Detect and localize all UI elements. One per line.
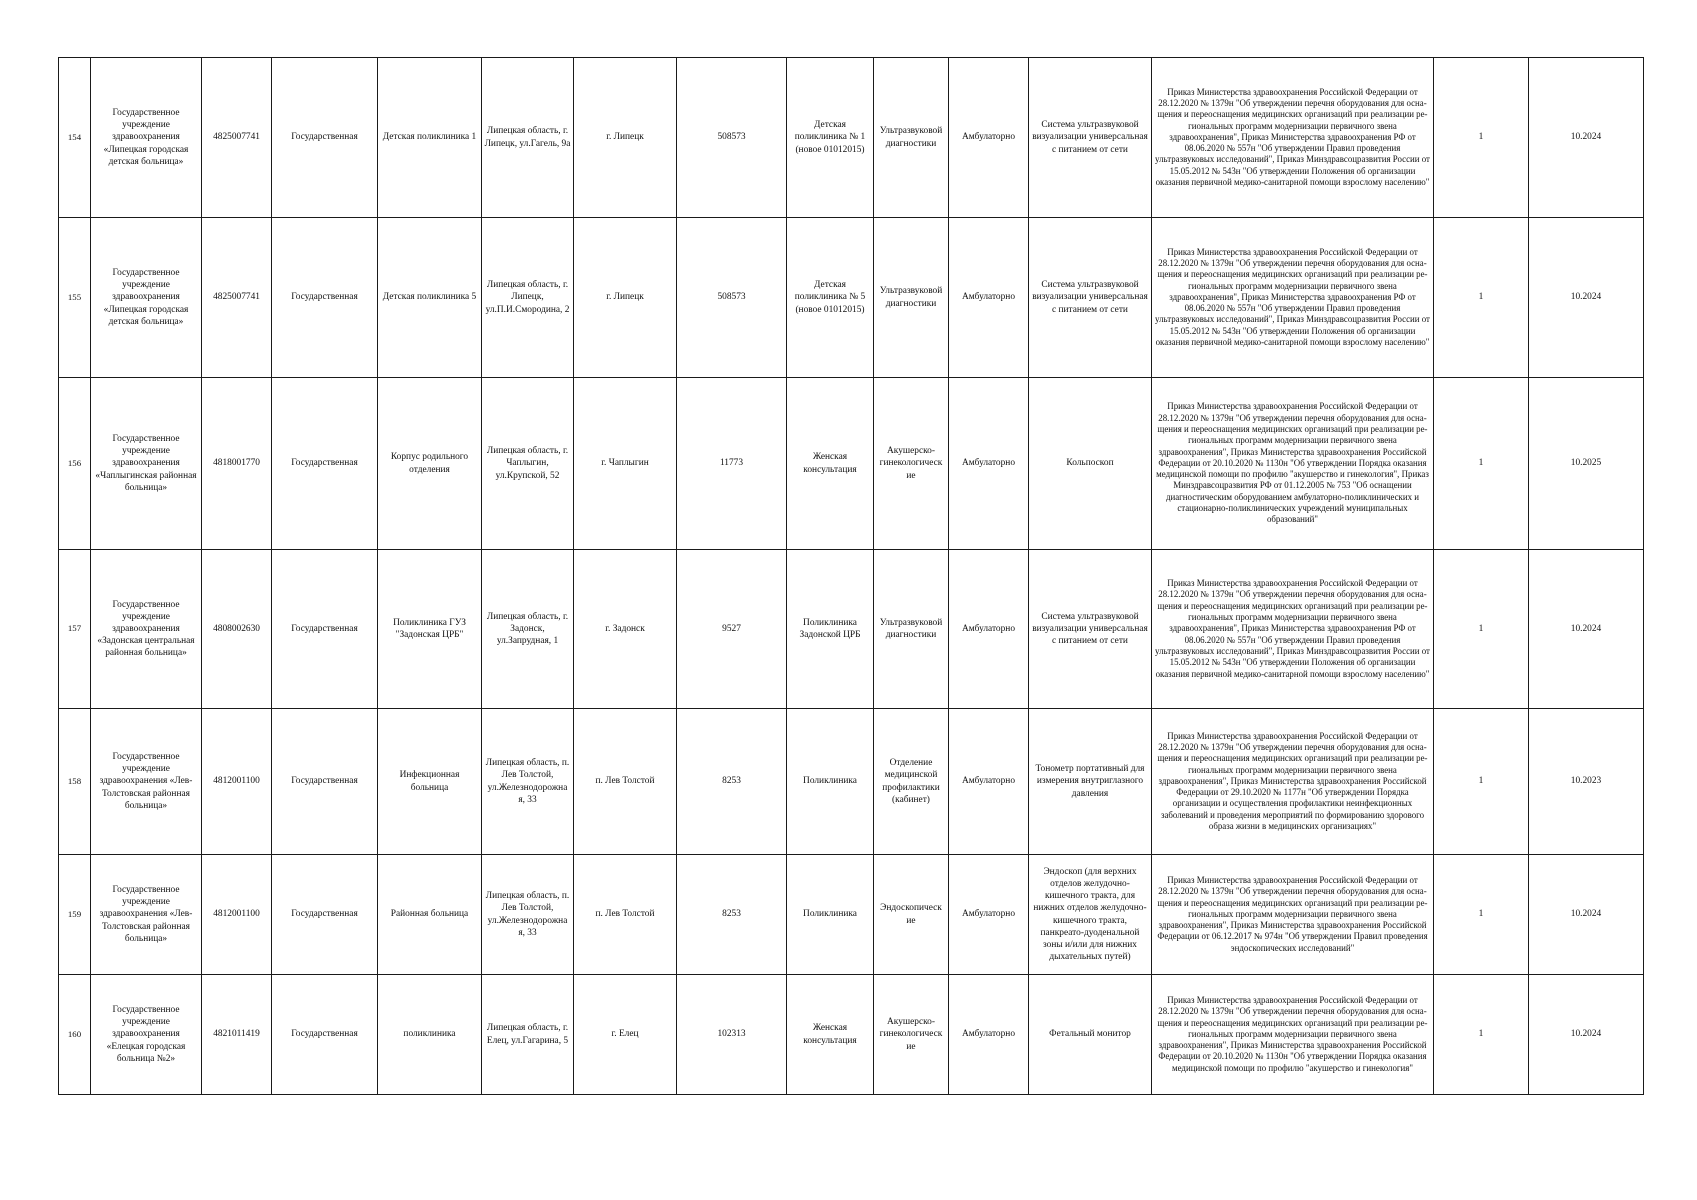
building-cell: Детская поликлиника 5 [378,218,482,378]
inn-cell: 4808002630 [202,550,272,709]
row-number: 160 [59,975,91,1095]
institution-name: Государственное учреждение здравоохранения «Чаплыгинская районная больница» [91,378,202,550]
document-page [58,57,1643,1095]
table-row [59,975,1644,1095]
equipment-table [58,57,1644,1095]
department-cell: Акушерско-гинекологическ ие [874,378,949,550]
table-row [59,550,1644,709]
building-cell: Корпус родильного отделения [378,378,482,550]
care-form-cell: Амбулаторно [949,855,1029,975]
quantity-cell: 1 [1434,550,1529,709]
legal-basis-cell: Приказ Министерства здравоохранения Российской Федерации от 28.12.2020 № 1379н "Об утверждении перечня оборудования для осна-щения и переоснащения медицинских организаций при реализации ре-гиональных программ модернизации первичного звена здравоохранения", Приказ Министерства здравоохранения РФ от 08.06.2020 № 557н "Об утверждении Правил проведения ультразвуковых исследований", Приказ Минздравсоцразвития России от 15.05.2012 № 543н "Об утверждении Положения об организации оказания первичной медико-санитарной помощи взрослому населению" [1152,218,1434,378]
inn-cell: 4812001100 [202,709,272,855]
address-cell: Липецкая область, г. Чаплыгин, ул.Крупской, 52 [482,378,574,550]
locality-cell: г. Задонск [574,550,677,709]
population-cell: 11773 [677,378,787,550]
table-row [59,855,1644,975]
care-form-cell: Амбулаторно [949,550,1029,709]
row-number: 157 [59,550,91,709]
date-cell: 10.2024 [1529,218,1644,378]
equipment-cell: Система ультразвуковой визуализации универсальная с питанием от сети [1029,550,1152,709]
inn-cell: 4812001100 [202,855,272,975]
table-row [59,709,1644,855]
ownership-cell: Государственная [272,58,378,218]
address-cell: Липецкая область, п. Лев Толстой, ул.Железнодорожна я, 33 [482,709,574,855]
legal-basis-cell: Приказ Министерства здравоохранения Российской Федерации от 28.12.2020 № 1379н "Об утверждении перечня оборудования для осна-щения и переоснащения медицинских организаций при реализации ре-гиональных программ модернизации первичного звена здравоохранения", Приказ Министерства здравоохранения Российской Федерации от 20.10.2020 № 1130н "Об утверждении Порядка оказания медицинской помощи по профилю "акушерство и гинекология" [1152,975,1434,1095]
locality-cell: г. Липецк [574,218,677,378]
row-number: 156 [59,378,91,550]
ownership-cell: Государственная [272,378,378,550]
institution-name: Государственное учреждение здравоохранения «Липецкая городская детская больница» [91,218,202,378]
quantity-cell: 1 [1434,58,1529,218]
subdivision-cell: Поликлиника [787,709,874,855]
subdivision-cell: Детская поликлиника № 1 (новое 01012015) [787,58,874,218]
row-number: 154 [59,58,91,218]
equipment-cell: Система ультразвуковой визуализации универсальная с питанием от сети [1029,218,1152,378]
address-cell: Липецкая область, г. Елец, ул.Гагарина, 5 [482,975,574,1095]
row-number: 158 [59,709,91,855]
ownership-cell: Государственная [272,855,378,975]
care-form-cell: Амбулаторно [949,975,1029,1095]
population-cell: 8253 [677,709,787,855]
ownership-cell: Государственная [272,975,378,1095]
care-form-cell: Амбулаторно [949,378,1029,550]
quantity-cell: 1 [1434,218,1529,378]
row-number: 155 [59,218,91,378]
locality-cell: п. Лев Толстой [574,855,677,975]
locality-cell: п. Лев Толстой [574,709,677,855]
care-form-cell: Амбулаторно [949,709,1029,855]
quantity-cell: 1 [1434,975,1529,1095]
institution-name: Государственное учреждение здравоохранения «Задонская центральная районная больница» [91,550,202,709]
date-cell: 10.2024 [1529,975,1644,1095]
ownership-cell: Государственная [272,218,378,378]
locality-cell: г. Чаплыгин [574,378,677,550]
department-cell: Эндоскопическ ие [874,855,949,975]
table-row [59,58,1644,218]
institution-name: Государственное учреждение здравоохранения «Елецкая городская больница №2» [91,975,202,1095]
subdivision-cell: Женская консультация [787,975,874,1095]
population-cell: 9527 [677,550,787,709]
institution-name: Государственное учреждение здравоохранения «Липецкая городская детская больница» [91,58,202,218]
department-cell: Акушерско-гинекологическ ие [874,975,949,1095]
department-cell: Ультразвуковой диагностики [874,550,949,709]
date-cell: 10.2024 [1529,855,1644,975]
quantity-cell: 1 [1434,378,1529,550]
quantity-cell: 1 [1434,855,1529,975]
population-cell: 102313 [677,975,787,1095]
legal-basis-cell: Приказ Министерства здравоохранения Российской Федерации от 28.12.2020 № 1379н "Об утверждении перечня оборудования для осна-щения и переоснащения медицинских организаций при реализации ре-гиональных программ модернизации первичного звена здравоохранения", Приказ Министерства здравоохранения РФ от 08.06.2020 № 557н "Об утверждении Правил проведения ультразвуковых исследований", Приказ Минздравсоцразвития России от 15.05.2012 № 543н "Об утверждении Положения об организации оказания первичной медико-санитарной помощи взрослому населению" [1152,550,1434,709]
equipment-cell: Фетальный монитор [1029,975,1152,1095]
population-cell: 8253 [677,855,787,975]
institution-name: Государственное учреждение здравоохранения «Лев-Толстовская районная больница» [91,709,202,855]
care-form-cell: Амбулаторно [949,218,1029,378]
locality-cell: г. Липецк [574,58,677,218]
legal-basis-cell: Приказ Министерства здравоохранения Российской Федерации от 28.12.2020 № 1379н "Об утверждении перечня оборудования для осна-щения и переоснащения медицинских организаций при реализации ре-гиональных программ модернизации первичного звена здравоохранения", Приказ Министерства здравоохранения Российской Федерации от 20.10.2020 № 1130н "Об утверждении Порядка оказания медицинской помощи по профилю "акушерство и гинекология", Приказ Минздравсоцразвития РФ от 01.12.2005 № 753 "Об оснащении диагностическим оборудованием амбулаторно-поликлинических и стационарно-поликлинических учреждений муниципальных образований" [1152,378,1434,550]
department-cell: Ультразвуковой диагностики [874,218,949,378]
subdivision-cell: Женская консультация [787,378,874,550]
address-cell: Липецкая область, г. Задонск, ул.Запрудная, 1 [482,550,574,709]
table-row [59,218,1644,378]
building-cell: поликлиника [378,975,482,1095]
row-number: 159 [59,855,91,975]
subdivision-cell: Поликлиника Задонской ЦРБ [787,550,874,709]
date-cell: 10.2024 [1529,550,1644,709]
date-cell: 10.2023 [1529,709,1644,855]
population-cell: 508573 [677,58,787,218]
institution-name: Государственное учреждение здравоохранения «Лев-Толстовская районная больница» [91,855,202,975]
locality-cell: г. Елец [574,975,677,1095]
address-cell: Липецкая область, г. Липецк, ул.П.И.Смородина, 2 [482,218,574,378]
subdivision-cell: Детская поликлиника № 5 (новое 01012015) [787,218,874,378]
building-cell: Детская поликлиника 1 [378,58,482,218]
legal-basis-cell: Приказ Министерства здравоохранения Российской Федерации от 28.12.2020 № 1379н "Об утверждении перечня оборудования для осна-щения и переоснащения медицинских организаций при реализации ре-гиональных программ модернизации первичного звена здравоохранения", Приказ Министерства здравоохранения РФ от 08.06.2020 № 557н "Об утверждении Правил проведения ультразвуковых исследований", Приказ Минздравсоцразвития России от 15.05.2012 № 543н "Об утверждении Положения об организации оказания первичной медико-санитарной помощи взрослому населению" [1152,58,1434,218]
inn-cell: 4825007741 [202,58,272,218]
address-cell: Липецкая область, п. Лев Толстой, ул.Железнодорожна я, 33 [482,855,574,975]
population-cell: 508573 [677,218,787,378]
legal-basis-cell: Приказ Министерства здравоохранения Российской Федерации от 28.12.2020 № 1379н "Об утверждении перечня оборудования для осна-щения и переоснащения медицинских организаций при реализации ре-гиональных программ модернизации первичного звена здравоохранения", Приказ Министерства здравоохранения Российской Федерации от 06.12.2017 № 974н "Об утверждении Правил проведения эндоскопических исследований" [1152,855,1434,975]
department-cell: Отделение медицинской профилактики (кабинет) [874,709,949,855]
inn-cell: 4821011419 [202,975,272,1095]
department-cell: Ультразвуковой диагностики [874,58,949,218]
ownership-cell: Государственная [272,709,378,855]
equipment-cell: Кольпоскоп [1029,378,1152,550]
building-cell: Поликлиника ГУЗ "Задонская ЦРБ" [378,550,482,709]
equipment-cell: Тонометр портативный для измерения внутриглазного давления [1029,709,1152,855]
date-cell: 10.2025 [1529,378,1644,550]
quantity-cell: 1 [1434,709,1529,855]
equipment-cell: Система ультразвуковой визуализации универсальная с питанием от сети [1029,58,1152,218]
inn-cell: 4825007741 [202,218,272,378]
table-row [59,378,1644,550]
building-cell: Инфекционная больница [378,709,482,855]
subdivision-cell: Поликлиника [787,855,874,975]
equipment-cell: Эндоскоп (для верхних отделов желудочно-кишечного тракта, для нижних отделов желудочно-кишечного тракта, панкреато-дуоденальной зоны и/или для нижних дыхательных путей) [1029,855,1152,975]
inn-cell: 4818001770 [202,378,272,550]
building-cell: Районная больница [378,855,482,975]
table-body [59,58,1644,1095]
legal-basis-cell: Приказ Министерства здравоохранения Российской Федерации от 28.12.2020 № 1379н "Об утверждении перечня оборудования для осна-щения и переоснащения медицинских организаций при реализации ре-гиональных программ модернизации первичного звена здравоохранения", Приказ Министерства здравоохранения Российской Федерации от 29.10.2020 № 1177н "Об утверждении Порядка организации и осуществления профилактики неинфекционных заболеваний и проведения мероприятий по формированию здорового образа жизни в медицинских организациях" [1152,709,1434,855]
ownership-cell: Государственная [272,550,378,709]
address-cell: Липецкая область, г. Липецк, ул.Гагель, 9а [482,58,574,218]
care-form-cell: Амбулаторно [949,58,1029,218]
date-cell: 10.2024 [1529,58,1644,218]
